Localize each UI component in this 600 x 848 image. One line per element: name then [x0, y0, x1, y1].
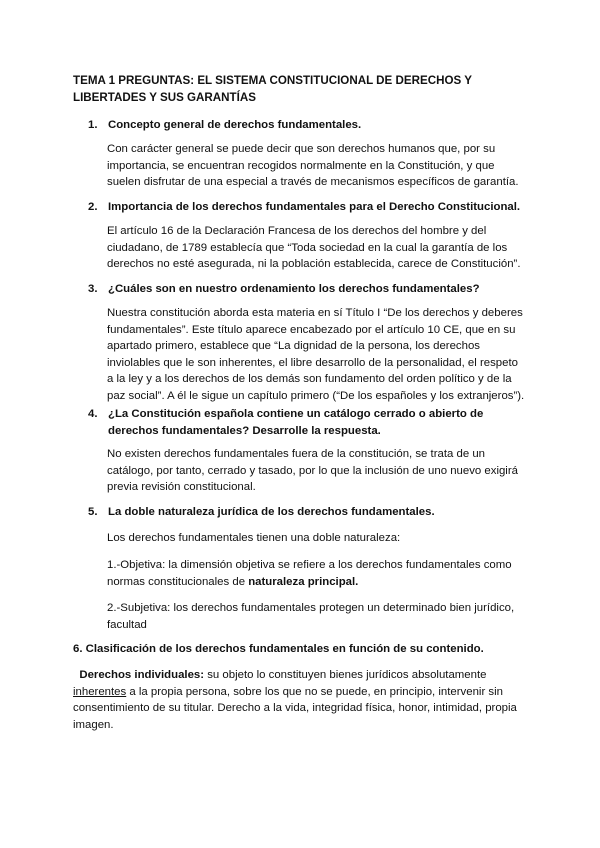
section-4-heading: [88, 406, 548, 439]
section-3-heading: [88, 281, 548, 298]
section-title: ¿Cuáles son en nuestro ordenamiento los derechos fundamentales?: [108, 283, 480, 295]
section-2-body: El artículo 16 de la Declaración Francesa de los derechos del hombre y del ciudadano, de 1789 establecía que “Toda sociedad en la cual la garantía de los derechos no esté asegurada, ni la población establecida, carece de Constitución”.: [107, 225, 521, 270]
section-2-heading: [88, 199, 548, 216]
section-number: 2.: [88, 201, 98, 213]
section-3-body: Nuestra constitución aborda esta materia en sí Título I “De los derechos y deberes fundamentales”. Este título aparece encabezado por el artículo 10 CE, que en su apartado primero, establece que “La dignidad de la persona, los derechos inviolables que le son inherentes, el libre desarrollo de la personalidad, el respeto a la ley y a los derechos de los demás son fundamento del orden político y de la paz social”. A él le sigue un capítulo primero (“De los españoles y los extranjeros”).: [107, 307, 525, 402]
section-5-objective: [107, 557, 527, 590]
section-title: Importancia de los derechos fundamentales para el Derecho Constitucional.: [108, 201, 521, 213]
section-6-heading: 6. Clasificación de los derechos fundamentales en función de su contenido.: [73, 643, 484, 655]
section-1-heading: [88, 117, 548, 134]
document-title: TEMA 1 PREGUNTAS: EL SISTEMA CONSTITUCIONAL DE DERECHOS Y LIBERTADES Y SUS GARANTÍAS: [73, 74, 472, 104]
section-number: 4.: [88, 408, 98, 420]
section-4-body: No existen derechos fundamentales fuera de la constitución, se trata de un catálogo, por tanto, cerrado y tasado, por lo que la inclusión de uno nuevo exigirá previa revisión constitucional.: [107, 448, 518, 493]
section-5-heading: [88, 504, 548, 521]
section-title: La doble naturaleza jurídica de los derechos fundamentales.: [108, 506, 435, 518]
section-number: 3.: [88, 283, 98, 295]
objective-text: 1.-Objetiva: la dimensión objetiva se refiere a los derechos fundamentales como normas constitucionales de: [107, 559, 512, 588]
section-6-body: [73, 667, 533, 733]
objective-bold: naturaleza principal.: [248, 575, 359, 588]
section-1-body: Con carácter general se puede decir que son derechos humanos que, por su importancia, se encuentran recogidos normalmente en la Constitución, y que suelen disfrutar de una especial a través de mecanismos específicos de garantía.: [107, 143, 519, 188]
individual-rights-text-b: a la propia persona, sobre los que no se puede, en principio, intervenir sin consentimiento de su titular. Derecho a la vida, integridad física, honor, intimidad, propia imagen.: [73, 685, 517, 731]
inherentes-underlined: inherentes: [73, 685, 127, 698]
section-5-subjective: 2.-Subjetiva: los derechos fundamentales protegen un determinado bien jurídico, facultad: [107, 602, 515, 631]
individual-rights-text-a: su objeto lo constituyen bienes jurídicos absolutamente: [204, 669, 487, 681]
section-title: ¿La Constitución española contiene un catálogo cerrado o abierto de derechos fundamentales? Desarrolle la respuesta.: [108, 408, 484, 437]
individual-rights-label: Derechos individuales:: [79, 669, 205, 681]
section-number: 5.: [88, 506, 98, 518]
section-5-intro: Los derechos fundamentales tienen una doble naturaleza:: [107, 532, 401, 544]
section-title: Concepto general de derechos fundamentales.: [108, 119, 362, 131]
section-number: 1.: [88, 119, 98, 131]
